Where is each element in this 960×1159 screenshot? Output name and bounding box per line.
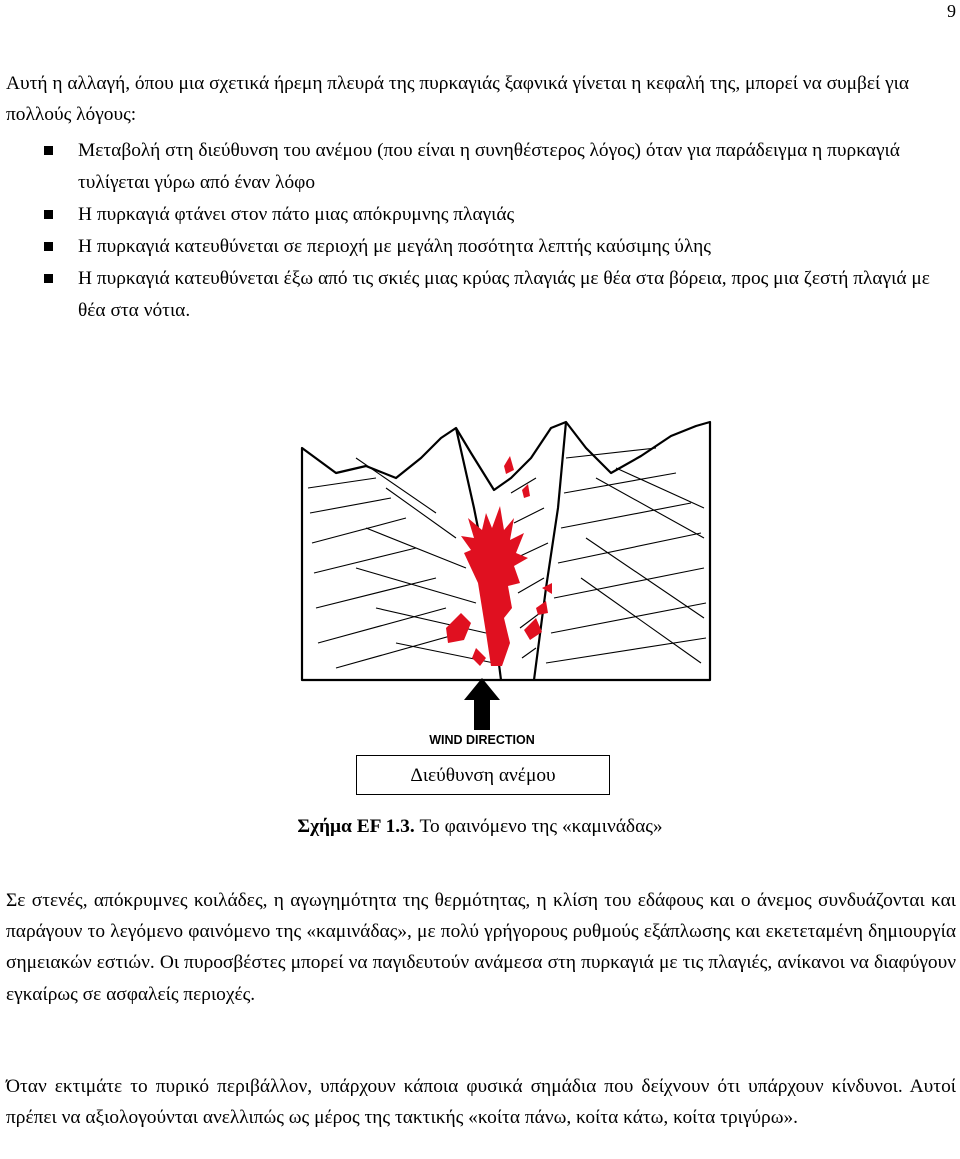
chimney-paragraph: Σε στενές, απόκρυμνες κοιλάδες, η αγωγημότητα της θερμότητας, η κλίση του εδάφους και ο άνεμος συνδυάζονται και παράγουν το λεγόμενο φαινόμενο της «καμινάδας», με πολύ γρήγορους ρυθμούς εξάπλωσης και εκετεταμένη δημιουργία σημειακών εστιών. Οι πυροσβέστες μπορεί να παγιδευτούν ανάμεσα στη πυρκαγιά με τις πλαγιές, ανίκανοι να διαφύγουν εγκαίρως σε ασφαλείς περιοχές. bbox=[6, 890, 956, 1005]
square-bullet-icon bbox=[44, 146, 53, 155]
square-bullet-icon bbox=[44, 274, 53, 283]
list-item: Μεταβολή στη διεύθυνση του ανέμου (που είναι η συνηθέστερος λόγος) όταν για παράδειγμα η πυρκαγιά τυλίγεται γύρω από έναν λόφο bbox=[0, 135, 960, 199]
figure-caption-box: Διεύθυνση ανέμου bbox=[356, 755, 610, 795]
list-item: Η πυρκαγιά κατευθύνεται σε περιοχή με μεγάλη ποσότητα λεπτής καύσιμης ύλης bbox=[0, 231, 960, 263]
page-number: 9 bbox=[947, 1, 956, 21]
list-item: Η πυρκαγιά φτάνει στον πάτο μιας απόκρυμνης πλαγιάς bbox=[0, 199, 960, 231]
chimney-effect-illustration bbox=[296, 418, 716, 748]
wind-arrow-icon bbox=[464, 678, 500, 730]
square-bullet-icon bbox=[44, 242, 53, 251]
wind-direction-label: WIND DIRECTION bbox=[429, 733, 535, 747]
square-bullet-icon bbox=[44, 210, 53, 219]
figure-title: Σχήμα EF 1.3. Το φαινόμενο της «καμινάδας» bbox=[297, 816, 663, 837]
reasons-list bbox=[0, 135, 960, 327]
environment-paragraph: Όταν εκτιμάτε το πυρικό περιβάλλον, υπάρχουν κάποια φυσικά σημάδια που δείχνουν ότι υπάρχουν κίνδυνοι. Αυτοί πρέπει να αξιολογούνται ανελλιπώς ως μέρος της τακτικής «κοίτα πάνω, κοίτα κάτω, κοίτα τριγύρω». bbox=[6, 1076, 956, 1129]
intro-paragraph: Αυτή η αλλαγή, όπου μια σχετικά ήρεμη πλευρά της πυρκαγιάς ξαφνικά γίνεται η κεφαλή της, μπορεί να συμβεί για πολλούς λόγους: bbox=[6, 73, 910, 126]
list-item: Η πυρκαγιά κατευθύνεται έξω από τις σκιές μιας κρύας πλαγιάς με θέα στα βόρεια, προς μια ζεστή πλαγιά με θέα στα νότια. bbox=[0, 263, 960, 327]
